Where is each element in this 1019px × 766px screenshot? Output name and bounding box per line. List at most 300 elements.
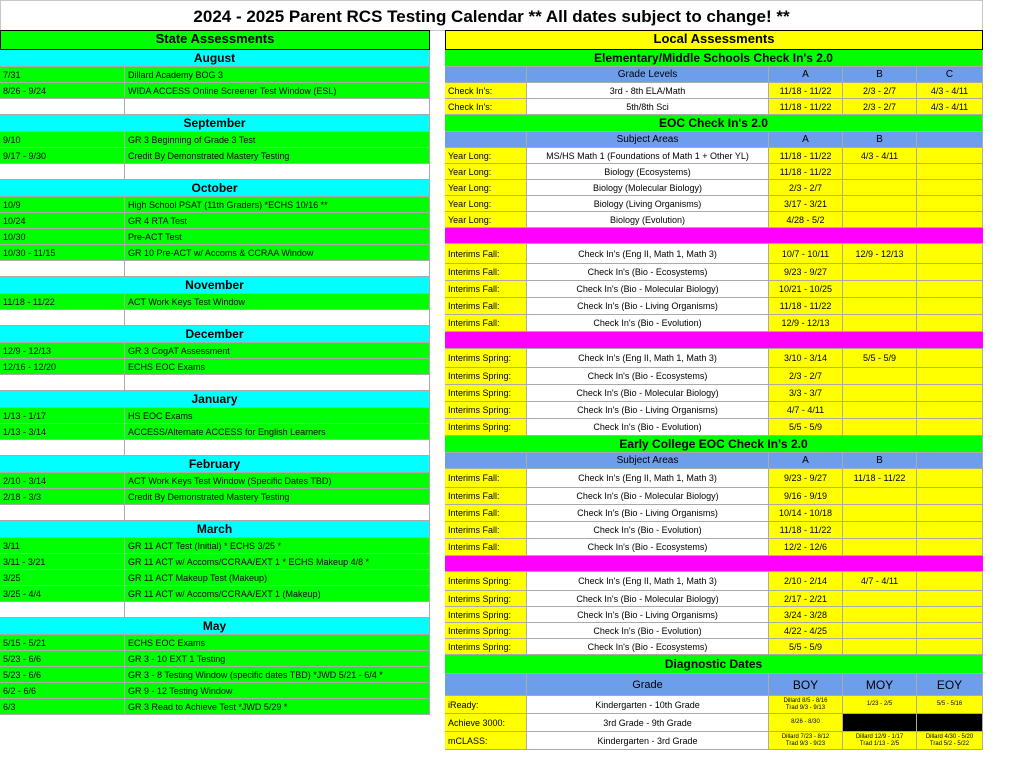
- schedule-cell: Interims Fall:: [445, 264, 527, 280]
- state-item-row: [0, 651, 430, 667]
- schedule-row: [445, 148, 983, 164]
- item-text: Credit By Demonstrated Mastery Testing: [125, 489, 430, 504]
- schedule-row: [445, 298, 983, 315]
- sub-header-cell: [445, 674, 527, 695]
- month-header: [0, 618, 430, 635]
- schedule-cell: Interims Fall:: [445, 469, 527, 487]
- schedule-cell: [917, 244, 983, 263]
- item-text: GR 10 Pre-ACT w/ Accoms & CCRAA Window: [125, 245, 430, 260]
- schedule-cell: Interims Fall:: [445, 488, 527, 504]
- diagnostic-grade: Kindergarten - 3rd Grade: [527, 732, 769, 749]
- schedule-cell: Interims Spring:: [445, 623, 527, 638]
- diagnostic-eoy-cell: [917, 714, 983, 731]
- schedule-cell: Interims Spring:: [445, 591, 527, 606]
- schedule-cell: Check In's (Bio - Evolution): [527, 623, 769, 638]
- schedule-cell: MS/HS Math 1 (Foundations of Math 1 + Other YL): [527, 148, 769, 163]
- sub-header-cell: EOY: [917, 674, 983, 695]
- item-text: High School PSAT (11th Graders) *ECHS 10/16 **: [125, 197, 430, 212]
- schedule-cell: [917, 349, 983, 367]
- month-name: August: [0, 50, 430, 66]
- schedule-cell: 9/16 - 9/19: [769, 488, 843, 504]
- schedule-cell: [843, 212, 917, 227]
- sub-header-cell: A: [769, 453, 843, 468]
- item-date: 3/25: [0, 570, 125, 585]
- item-text: GR 3 Beginning of Grade 3 Test: [125, 132, 430, 147]
- item-date: 2/10 - 3/14: [0, 473, 125, 488]
- item-date: 9/10: [0, 132, 125, 147]
- blank-row: [0, 602, 430, 618]
- local-header: Local Assessments: [445, 30, 983, 50]
- diagnostic-moy-cell: [843, 714, 917, 731]
- state-item-row: [0, 132, 430, 148]
- item-date: 6/3: [0, 699, 125, 714]
- state-item-row: [0, 148, 430, 164]
- diagnostic-sub-header: [445, 674, 983, 696]
- schedule-cell: [917, 469, 983, 487]
- schedule-cell: [917, 419, 983, 435]
- schedule-cell: 5th/8th Sci: [527, 99, 769, 114]
- schedule-row: [445, 244, 983, 264]
- schedule-cell: [917, 368, 983, 384]
- item-date: 12/9 - 12/13: [0, 343, 125, 358]
- separator-row: [445, 228, 983, 244]
- diagnostic-eoy-cell: [917, 732, 983, 749]
- schedule-row: [445, 385, 983, 402]
- diagnostic-boy-cell: [769, 732, 843, 749]
- schedule-cell: Interims Fall:: [445, 244, 527, 263]
- item-text: ECHS EOC Exams: [125, 635, 430, 650]
- item-date: 7/31: [0, 67, 125, 82]
- schedule-cell: Check In's (Bio - Molecular Biology): [527, 281, 769, 297]
- item-text: Pre-ACT Test: [125, 229, 430, 244]
- item-text: ACT Work Keys Test Window (Specific Dates TBD): [125, 473, 430, 488]
- schedule-cell: Check In's (Bio - Molecular Biology): [527, 591, 769, 606]
- state-item-row: [0, 67, 430, 83]
- sub-header-row: [445, 132, 983, 148]
- item-text: ACT Work Keys Test Window: [125, 294, 430, 309]
- diagnostic-date: 5/5 - 5/16: [936, 701, 963, 707]
- state-item-row: [0, 83, 430, 99]
- state-item-row: [0, 197, 430, 213]
- item-date: 1/13 - 1/17: [0, 408, 125, 423]
- schedule-cell: Interims Spring:: [445, 368, 527, 384]
- schedule-cell: 4/3 - 4/11: [843, 148, 917, 163]
- section-title-row: [445, 115, 983, 132]
- month-name: September: [0, 115, 430, 131]
- section-title: Diagnostic Dates: [445, 655, 983, 673]
- schedule-cell: Check In's (Bio - Evolution): [527, 522, 769, 538]
- state-item-row: [0, 667, 430, 683]
- schedule-cell: [917, 639, 983, 654]
- schedule-cell: [843, 402, 917, 418]
- state-item-row: [0, 213, 430, 229]
- schedule-cell: [917, 572, 983, 590]
- item-date: 3/25 - 4/4: [0, 586, 125, 601]
- item-date: 1/13 - 3/14: [0, 424, 125, 439]
- section-title-row: [445, 655, 983, 674]
- month-name: February: [0, 456, 430, 472]
- schedule-cell: [917, 281, 983, 297]
- schedule-cell: Check In's (Eng II, Math 1, Math 3): [527, 244, 769, 263]
- state-item-row: [0, 683, 430, 699]
- schedule-cell: [843, 315, 917, 331]
- blank-row: [0, 505, 430, 521]
- blank-cell: [125, 602, 430, 617]
- schedule-cell: [843, 505, 917, 521]
- schedule-cell: 4/7 - 4/11: [843, 572, 917, 590]
- schedule-cell: Year Long:: [445, 196, 527, 211]
- sub-header-cell: [445, 132, 527, 147]
- schedule-cell: [917, 505, 983, 521]
- blank-cell: [125, 261, 430, 276]
- month-header: [0, 277, 430, 294]
- schedule-cell: 5/5 - 5/9: [843, 349, 917, 367]
- sub-header-cell: MOY: [843, 674, 917, 695]
- diagnostic-date: Trad 9/3 - 9/13: [785, 704, 826, 711]
- month-name: January: [0, 391, 430, 407]
- item-text: Dillard Academy BOG 3: [125, 67, 430, 82]
- schedule-cell: [917, 164, 983, 179]
- item-text: ECHS EOC Exams: [125, 359, 430, 374]
- schedule-cell: 9/23 - 9/27: [769, 264, 843, 280]
- item-date: 10/30: [0, 229, 125, 244]
- diagnostic-date: Dillard 8/5 - 8/16: [783, 697, 828, 704]
- blank-cell: [0, 375, 125, 390]
- blank-cell: [0, 602, 125, 617]
- item-date: 2/18 - 3/3: [0, 489, 125, 504]
- blank-row: [0, 164, 430, 180]
- schedule-cell: 3/24 - 3/28: [769, 607, 843, 622]
- blank-cell: [125, 99, 430, 114]
- schedule-cell: Interims Spring:: [445, 402, 527, 418]
- blank-cell: [0, 164, 125, 179]
- schedule-cell: Check In's (Bio - Evolution): [527, 315, 769, 331]
- schedule-cell: 2/3 - 2/7: [843, 83, 917, 98]
- schedule-cell: Check In's (Bio - Molecular Biology): [527, 488, 769, 504]
- state-assessments-panel: [0, 30, 430, 715]
- blank-row: [0, 99, 430, 115]
- item-text: GR 11 ACT w/ Accoms/CCRAA/EXT 1 (Makeup): [125, 586, 430, 601]
- schedule-row: [445, 281, 983, 298]
- schedule-cell: Check In's (Bio - Living Organisms): [527, 298, 769, 314]
- state-item-row: [0, 229, 430, 245]
- sub-header-cell: Grade Levels: [527, 67, 769, 82]
- schedule-cell: 10/7 - 10/11: [769, 244, 843, 263]
- schedule-row: [445, 469, 983, 488]
- month-header: [0, 50, 430, 67]
- schedule-row: [445, 505, 983, 522]
- state-item-row: [0, 538, 430, 554]
- schedule-cell: Biology (Living Organisms): [527, 196, 769, 211]
- schedule-cell: 2/3 - 2/7: [843, 99, 917, 114]
- schedule-cell: 11/18 - 11/22: [769, 83, 843, 98]
- state-item-row: [0, 699, 430, 715]
- schedule-cell: 5/5 - 5/9: [769, 639, 843, 654]
- separator-row: [445, 332, 983, 349]
- diagnostic-date: Trad 9/3 - 9/23: [785, 740, 826, 747]
- sub-header-cell: B: [843, 67, 917, 82]
- schedule-cell: [917, 539, 983, 555]
- schedule-cell: Year Long:: [445, 164, 527, 179]
- sub-header-cell: BOY: [769, 674, 843, 695]
- schedule-cell: [917, 522, 983, 538]
- schedule-cell: Interims Fall:: [445, 281, 527, 297]
- item-date: 5/15 - 5/21: [0, 635, 125, 650]
- diagnostic-name: mCLASS:: [445, 732, 527, 749]
- schedule-cell: [917, 212, 983, 227]
- blank-cell: [0, 310, 125, 325]
- schedule-cell: [843, 607, 917, 622]
- schedule-cell: Check In's (Bio - Molecular Biology): [527, 385, 769, 401]
- schedule-row: [445, 539, 983, 556]
- schedule-cell: [917, 607, 983, 622]
- sub-header-cell: B: [843, 453, 917, 468]
- schedule-cell: [917, 264, 983, 280]
- schedule-cell: [843, 623, 917, 638]
- sub-header-cell: B: [843, 132, 917, 147]
- schedule-cell: Check In's (Bio - Ecosystems): [527, 264, 769, 280]
- section-title: EOC Check In's 2.0: [445, 115, 983, 131]
- schedule-cell: Check In's (Eng II, Math 1, Math 3): [527, 469, 769, 487]
- state-item-row: [0, 245, 430, 261]
- schedule-cell: [917, 298, 983, 314]
- month-header: [0, 456, 430, 473]
- sub-header-row: [445, 453, 983, 469]
- schedule-cell: Interims Spring:: [445, 385, 527, 401]
- schedule-cell: 2/17 - 2/21: [769, 591, 843, 606]
- item-date: 5/23 - 6/6: [0, 667, 125, 682]
- schedule-cell: [843, 539, 917, 555]
- state-item-row: [0, 586, 430, 602]
- blank-cell: [0, 99, 125, 114]
- schedule-cell: Year Long:: [445, 212, 527, 227]
- schedule-cell: Interims Fall:: [445, 522, 527, 538]
- month-header: [0, 180, 430, 197]
- schedule-cell: 11/18 - 11/22: [769, 164, 843, 179]
- item-date: 3/11: [0, 538, 125, 553]
- schedule-row: [445, 623, 983, 639]
- schedule-cell: Interims Spring:: [445, 607, 527, 622]
- schedule-cell: [917, 315, 983, 331]
- item-text: GR 3 - 8 Testing Window (specific dates TBD) *JWD 5/21 - 6/4 *: [125, 667, 430, 682]
- schedule-cell: Check In's (Eng II, Math 1, Math 3): [527, 572, 769, 590]
- schedule-cell: 12/2 - 12/6: [769, 539, 843, 555]
- schedule-cell: 2/3 - 2/7: [769, 180, 843, 195]
- sub-header-cell: A: [769, 67, 843, 82]
- schedule-row: [445, 264, 983, 281]
- blank-row: [0, 375, 430, 391]
- schedule-cell: 11/18 - 11/22: [843, 469, 917, 487]
- schedule-cell: Interims Fall:: [445, 315, 527, 331]
- blank-cell: [125, 164, 430, 179]
- diagnostic-eoy-cell: [917, 696, 983, 713]
- schedule-cell: 4/22 - 4/25: [769, 623, 843, 638]
- schedule-row: [445, 607, 983, 623]
- schedule-cell: [843, 368, 917, 384]
- item-date: 9/17 - 9/30: [0, 148, 125, 163]
- schedule-cell: 5/5 - 5/9: [769, 419, 843, 435]
- state-item-row: [0, 489, 430, 505]
- item-text: WIDA ACCESS Online Screener Test Window (ESL): [125, 83, 430, 98]
- schedule-cell: Check In's:: [445, 83, 527, 98]
- blank-cell: [0, 505, 125, 520]
- schedule-cell: [917, 196, 983, 211]
- diagnostic-moy-cell: [843, 696, 917, 713]
- schedule-row: [445, 591, 983, 607]
- schedule-cell: Interims Fall:: [445, 298, 527, 314]
- schedule-cell: [917, 385, 983, 401]
- schedule-cell: 11/18 - 11/22: [769, 522, 843, 538]
- month-header: [0, 115, 430, 132]
- diagnostic-date: Dillard 12/9 - 1/17: [855, 733, 904, 740]
- schedule-cell: Interims Fall:: [445, 505, 527, 521]
- state-item-row: [0, 343, 430, 359]
- sub-header-cell: [445, 453, 527, 468]
- schedule-cell: [917, 402, 983, 418]
- item-text: HS EOC Exams: [125, 408, 430, 423]
- blank-row: [0, 310, 430, 326]
- schedule-cell: [843, 180, 917, 195]
- schedule-cell: [843, 522, 917, 538]
- state-item-row: [0, 554, 430, 570]
- diagnostic-grade: 3rd Grade - 9th Grade: [527, 714, 769, 731]
- diagnostic-moy-cell: [843, 732, 917, 749]
- sub-header-cell: Subject Areas: [527, 132, 769, 147]
- schedule-cell: 4/3 - 4/11: [917, 99, 983, 114]
- schedule-cell: 4/3 - 4/11: [917, 83, 983, 98]
- item-text: GR 11 ACT Test (Initial) * ECHS 3/25 *: [125, 538, 430, 553]
- schedule-cell: Check In's (Bio - Living Organisms): [527, 607, 769, 622]
- sub-header-row: [445, 67, 983, 83]
- item-text: GR 11 ACT w/ Accoms/CCRAA/EXT 1 * ECHS Makeup 4/8 *: [125, 554, 430, 569]
- schedule-row: [445, 402, 983, 419]
- section-title-row: [445, 436, 983, 453]
- schedule-cell: 9/23 - 9/27: [769, 469, 843, 487]
- schedule-row: [445, 572, 983, 591]
- schedule-cell: [843, 385, 917, 401]
- month-name: December: [0, 326, 430, 342]
- blank-cell: [125, 310, 430, 325]
- item-date: 8/26 - 9/24: [0, 83, 125, 98]
- diagnostic-date: Dillard 7/23 - 8/12: [781, 733, 830, 740]
- schedule-cell: Year Long:: [445, 180, 527, 195]
- diagnostic-name: iReady:: [445, 696, 527, 713]
- item-date: 10/24: [0, 213, 125, 228]
- schedule-cell: 4/7 - 4/11: [769, 402, 843, 418]
- item-text: ACCESS/Alternate ACCESS for English Learners: [125, 424, 430, 439]
- schedule-row: [445, 368, 983, 385]
- schedule-cell: Interims Spring:: [445, 572, 527, 590]
- item-text: GR 9 - 12 Testing Window: [125, 683, 430, 698]
- separator-row: [445, 556, 983, 572]
- schedule-cell: 3/3 - 3/7: [769, 385, 843, 401]
- schedule-row: [445, 639, 983, 655]
- schedule-cell: Check In's (Bio - Ecosystems): [527, 539, 769, 555]
- blank-row: [0, 261, 430, 277]
- state-item-row: [0, 408, 430, 424]
- schedule-cell: 3/17 - 3/21: [769, 196, 843, 211]
- schedule-cell: 2/10 - 2/14: [769, 572, 843, 590]
- state-item-row: [0, 359, 430, 375]
- schedule-row: [445, 522, 983, 539]
- schedule-cell: [843, 639, 917, 654]
- sub-header-cell: Grade: [527, 674, 769, 695]
- schedule-cell: Interims Spring:: [445, 639, 527, 654]
- diagnostic-row: [445, 696, 983, 714]
- item-date: 10/30 - 11/15: [0, 245, 125, 260]
- item-text: GR 3 CogAT Assessment: [125, 343, 430, 358]
- month-name: November: [0, 277, 430, 293]
- diagnostic-name: Achieve 3000:: [445, 714, 527, 731]
- schedule-cell: [843, 196, 917, 211]
- schedule-cell: 12/9 - 12/13: [769, 315, 843, 331]
- page-title: 2024 - 2025 Parent RCS Testing Calendar ** All dates subject to change! **: [0, 0, 983, 31]
- item-text: GR 3 - 10 EXT 1 Testing: [125, 651, 430, 666]
- schedule-cell: Interims Spring:: [445, 349, 527, 367]
- schedule-row: [445, 349, 983, 368]
- schedule-row: [445, 99, 983, 115]
- month-header: [0, 391, 430, 408]
- section-title-row: [445, 50, 983, 67]
- sub-header-cell: [917, 132, 983, 147]
- blank-cell: [125, 440, 430, 455]
- state-header: State Assessments: [0, 30, 430, 50]
- blank-cell: [0, 261, 125, 276]
- schedule-cell: Year Long:: [445, 148, 527, 163]
- schedule-cell: [843, 164, 917, 179]
- diagnostic-boy-cell: [769, 696, 843, 713]
- schedule-row: [445, 419, 983, 436]
- month-header: [0, 326, 430, 343]
- sub-header-cell: [445, 67, 527, 82]
- schedule-cell: [917, 591, 983, 606]
- diagnostic-date: 8/26 - 8/30: [791, 719, 820, 725]
- schedule-cell: 2/3 - 2/7: [769, 368, 843, 384]
- item-date: 3/11 - 3/21: [0, 554, 125, 569]
- schedule-cell: [843, 298, 917, 314]
- sub-header-cell: [917, 453, 983, 468]
- schedule-cell: 3/10 - 3/14: [769, 349, 843, 367]
- section-title: Elementary/Middle Schools Check In's 2.0: [445, 50, 983, 66]
- schedule-cell: 10/21 - 10/25: [769, 281, 843, 297]
- item-text: Credit By Demonstrated Mastery Testing: [125, 148, 430, 163]
- blank-cell: [125, 505, 430, 520]
- schedule-cell: [843, 281, 917, 297]
- diagnostic-row: [445, 732, 983, 750]
- section-title: Early College EOC Check In's 2.0: [445, 436, 983, 452]
- diagnostic-boy-cell: [769, 714, 843, 731]
- item-date: 5/23 - 6/6: [0, 651, 125, 666]
- diagnostic-date: Trad 5/2 - 5/22: [929, 740, 970, 747]
- blank-row: [0, 440, 430, 456]
- month-name: March: [0, 521, 430, 537]
- month-name: May: [0, 618, 430, 634]
- schedule-cell: Interims Spring:: [445, 419, 527, 435]
- sub-header-cell: Subject Areas: [527, 453, 769, 468]
- diagnostic-grade: Kindergarten - 10th Grade: [527, 696, 769, 713]
- diagnostic-date: 1/23 - 2/5: [866, 701, 893, 707]
- schedule-cell: Check In's (Bio - Living Organisms): [527, 505, 769, 521]
- schedule-cell: Biology (Molecular Biology): [527, 180, 769, 195]
- schedule-row: [445, 83, 983, 99]
- schedule-cell: 4/28 - 5/2: [769, 212, 843, 227]
- schedule-row: [445, 196, 983, 212]
- item-text: GR 4 RTA Test: [125, 213, 430, 228]
- blank-cell: [125, 375, 430, 390]
- schedule-cell: Biology (Ecosystems): [527, 164, 769, 179]
- schedule-row: [445, 212, 983, 228]
- schedule-cell: 12/9 - 12/13: [843, 244, 917, 263]
